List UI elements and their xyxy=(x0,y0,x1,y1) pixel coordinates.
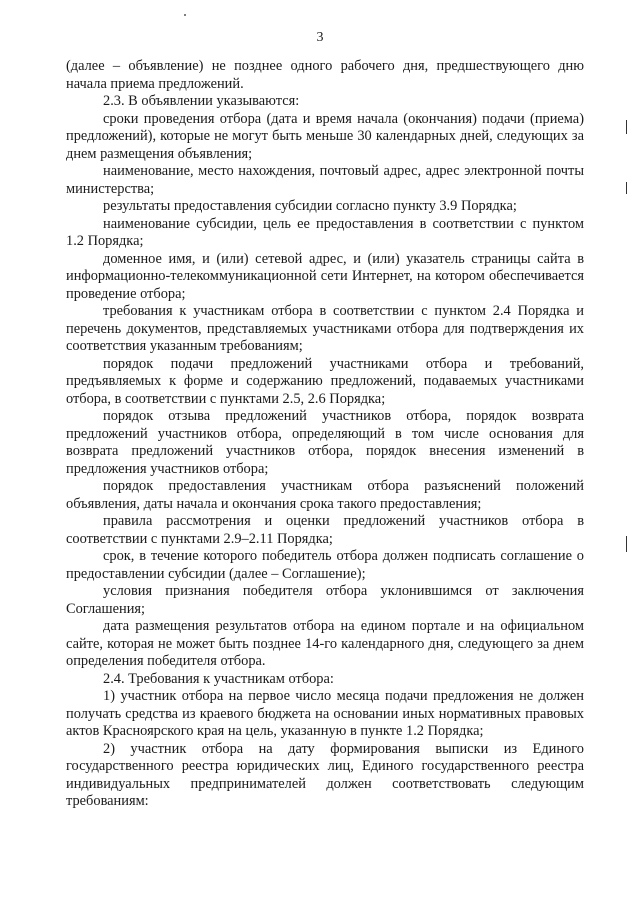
list-item-clarifications: порядок предоставления участникам отбора разъяснений положений объявления, даты начала и окончания срока такого предоставления; xyxy=(66,478,584,512)
scan-margin-mark xyxy=(626,120,627,134)
list-item-withdrawal-procedure: порядок отзыва предложений участников отбора, порядок возврата предложений участников отбора, определяющий в том числе основания для возврата предложений участников отбора, порядок внесения изменений в предложения участников отбора; xyxy=(66,408,584,477)
list-item-dates: сроки проведения отбора (дата и время начала (окончания) подачи (приема) предложений), которые не могут быть меньше 30 календарных дней, следующих за днем размещения объявления; xyxy=(66,110,584,162)
list-item-signing-deadline: срок, в течение которого победитель отбора должен подписать соглашение о предоставлении субсидии (далее – Соглашение); xyxy=(66,548,584,582)
list-item-results: результаты предоставления субсидии согласно пункту 3.9 Порядка; xyxy=(103,198,517,214)
list-item-domain-name: доменное имя, и (или) сетевой адрес, и (или) указатель страницы сайта в информационно-телекоммуникационной сети Интернет, на котором обеспечивается проведение отбора; xyxy=(66,250,584,302)
scan-margin-mark xyxy=(626,536,627,552)
paragraph-continuation: (далее – объявление) не позднее одного рабочего дня, предшествующего дню начала приема предложений. xyxy=(66,58,584,92)
list-item-subsidy-name: наименование субсидии, цель ее предоставления в соответствии с пунктом 1.2 Порядка; xyxy=(66,215,584,249)
list-item-submission-procedure: порядок подачи предложений участниками отбора и требований, предъявляемых к форме и содержанию предложений, подаваемых участниками отбора, в соответствии с пунктами 2.5, 2.6 Порядка; xyxy=(66,355,584,407)
list-item-evaluation-rules: правила рассмотрения и оценки предложений участников отбора в соответствии с пунктами 2.9–2.11 Порядка; xyxy=(66,513,584,547)
scan-speck xyxy=(184,14,186,16)
section-heading-2-3: 2.3. В объявлении указываются: xyxy=(103,93,300,109)
scan-margin-mark xyxy=(626,182,627,194)
document-body xyxy=(66,58,584,811)
section-heading-2-4: 2.4. Требования к участникам отбора: xyxy=(103,670,334,687)
list-item-publication-date: дата размещения результатов отбора на едином портале и на официальном сайте, которая не может быть позднее 14-го календарного дня, следующего за днем определения победителя отбора. xyxy=(66,618,584,669)
list-item-evasion-conditions: условия признания победителя отбора уклонившимся от заключения Соглашения; xyxy=(66,583,584,617)
page-number: 3 xyxy=(316,30,324,45)
requirement-item-1: 1) участник отбора на первое число месяца подачи предложения не должен получать средства из краевого бюджета на основании иных нормативных правовых актов Красноярского края на цель, указанную в пункте 1.2 Порядка; xyxy=(66,688,584,739)
list-item-ministry-address: наименование, место нахождения, почтовый адрес, адрес электронной почты министерства; xyxy=(66,163,584,197)
list-item-participant-requirements: требования к участникам отбора в соответствии с пунктом 2.4 Порядка и перечень документов, представляемых участниками отбора для подтверждения их соответствия указанным требованиям; xyxy=(66,303,584,354)
requirement-item-2: 2) участник отбора на дату формирования выписки из Единого государственного реестра юридических лиц, Единого государственного реестра индивидуальных предпринимателей должен соответствовать следующим требованиям: xyxy=(66,740,584,809)
